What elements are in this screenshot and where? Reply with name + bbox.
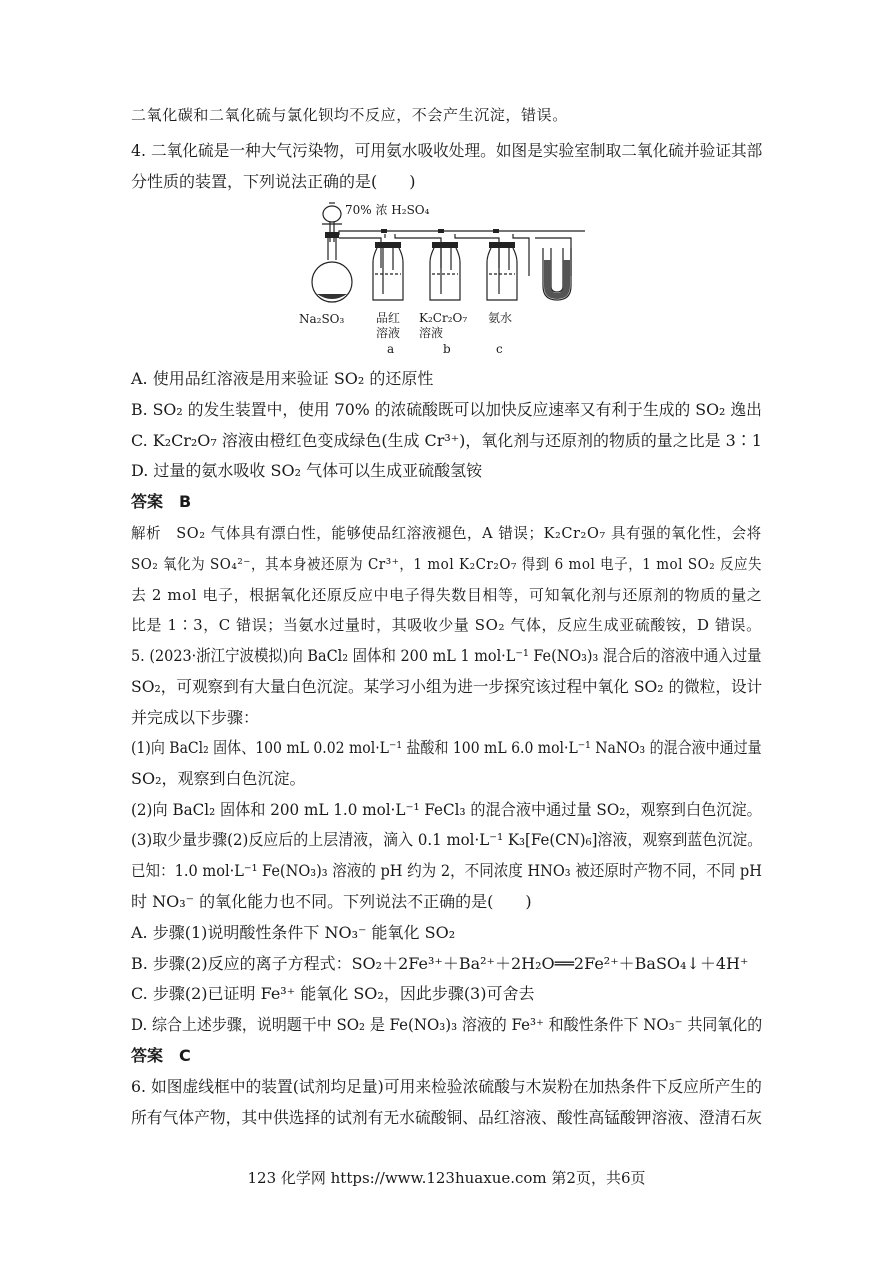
apparatus-diagram	[295, 198, 595, 358]
option-b: B. 步骤(2)反应的离子方程式：SO₂＋2Fe³⁺＋Ba²⁺＋2H₂O══2Fe²⁺＋BaSO₄↓＋4H⁺	[131, 954, 749, 973]
known-info: 已知：1.0 mol·L⁻¹ Fe(NO₃)₃ 溶液的 pH 约为 2，不同浓度 HNO₃ 被还原时产物不同，不同 pH	[131, 861, 762, 880]
flask-label: Na₂SO₃	[299, 312, 345, 326]
option-c: C. 步骤(2)已证明 Fe³⁺ 能氧化 SO₂，因此步骤(3)可舍去	[131, 984, 535, 1003]
acid-label: 70% 浓 H₂SO₄	[345, 203, 430, 217]
explanation-line: SO₂ 氧化为 SO₄²⁻，其本身被还原为 Cr³⁺，1 mol K₂Cr₂O₇ 得到 6 mol 电子，1 mol SO₂ 反应失	[131, 555, 763, 573]
known-info: 时 NO₃⁻ 的氧化能力也不同。下列说法不正确的是( )	[131, 892, 532, 911]
bottle-a-tag: a	[387, 342, 395, 356]
step-3: (3)取少量步骤(2)反应后的上层清液，滴入 0.1 mol·L⁻¹ K₃[Fe(CN)₆]溶液，观察到蓝色沉淀。	[131, 830, 763, 849]
bottle-c-tag: c	[496, 342, 503, 356]
round-flask	[312, 232, 352, 302]
bottle-b-label: K₂Cr₂O₇	[419, 311, 468, 325]
question-6-stem: 所有气体产物，其中供选择的试剂有无水硫酸铜、品红溶液、酸性高锰酸钾溶液、澄清石灰	[131, 1108, 763, 1127]
question-4-stem: 4. 二氧化硫是一种大气污染物，可用氨水吸收处理。如图是实验室制取二氧化硫并验证其部	[131, 141, 763, 160]
question-4-stem: 分性质的装置，下列说法正确的是( )	[131, 172, 416, 191]
explanation-line: 解析 SO₂ 气体具有漂白性，能够使品红溶液褪色，A 错误；K₂Cr₂O₇ 具有强的氧化性，会将	[131, 524, 762, 542]
question-5-stem: 并完成以下步骤：	[131, 708, 260, 727]
page-footer: 123 化学网 https://www.123huaxue.com 第2页，共6页	[247, 1169, 646, 1187]
option-a: A. 使用品红溶液是用来验证 SO₂ 的还原性	[131, 369, 434, 388]
explanation-line: 去 2 mol 电子，根据氧化还原反应中电子得失数目相等，可知氧化剂与还原剂的物质的量之	[131, 586, 763, 604]
bottle-a-label: 品红	[376, 311, 401, 325]
bottle-c	[487, 242, 517, 300]
question-5-stem: 5. (2023·浙江宁波模拟)向 BaCl₂ 固体和 200 mL 1 mol·L⁻¹ Fe(NO₃)₃ 混合后的溶液中通入过量	[131, 646, 762, 665]
bottle-a	[373, 242, 403, 300]
step-1: SO₂，观察到白色沉淀。	[131, 769, 306, 788]
step-2: (2)向 BaCl₂ 固体和 200 mL 1.0 mol·L⁻¹ FeCl₃ 的混合液中通过量 SO₂，观察到白色沉淀。	[131, 800, 762, 819]
answer-5: 答案 C	[131, 1046, 191, 1065]
option-c: C. K₂Cr₂O₇ 溶液由橙红色变成绿色(生成 Cr³⁺)，氧化剂与还原剂的物质的量之比是 3∶1	[131, 431, 762, 450]
option-d: D. 过量的氨水吸收 SO₂ 气体可以生成亚硫酸氢铵	[131, 461, 483, 480]
explanation-line: 比是 1∶3，C 错误；当氨水过量时，其吸收少量 SO₂ 气体，反应生成亚硫酸铵，D 错误。	[131, 616, 762, 634]
option-d: D. 综合上述步骤，说明题干中 SO₂ 是 Fe(NO₃)₃ 溶液的 Fe³⁺ 和酸性条件下 NO₃⁻ 共同氧化的	[131, 1015, 763, 1034]
option-a: A. 步骤(1)说明酸性条件下 NO₃⁻ 能氧化 SO₂	[131, 923, 456, 942]
bottle-a-label: 溶液	[376, 326, 401, 340]
text-line: 二氧化碳和二氧化硫与氯化钡均不反应，不会产生沉淀，错误。	[131, 106, 568, 124]
u-tube	[543, 248, 571, 300]
bottle-b	[430, 242, 460, 300]
bottle-b-tag: b	[443, 342, 451, 356]
bottle-c-label: 氨水	[488, 311, 513, 325]
option-b: B. SO₂ 的发生装置中，使用 70% 的浓硫酸既可以加快反应速率又有利于生成的 SO₂ 逸出	[131, 400, 762, 419]
bottle-b-label: 溶液	[419, 326, 444, 340]
question-5-stem: SO₂，可观察到有大量白色沉淀。某学习小组为进一步探究该过程中氧化 SO₂ 的微粒，设计	[131, 677, 763, 696]
question-6-stem: 6. 如图虚线框中的装置(试剂均足量)可用来检验浓硫酸与木炭粉在加热条件下反应所产生的	[131, 1077, 762, 1096]
answer-4: 答案 B	[131, 492, 192, 511]
step-1: (1)向 BaCl₂ 固体、100 mL 0.02 mol·L⁻¹ 盐酸和 100 mL 6.0 mol·L⁻¹ NaNO₃ 的混合液中通过量	[131, 738, 762, 757]
